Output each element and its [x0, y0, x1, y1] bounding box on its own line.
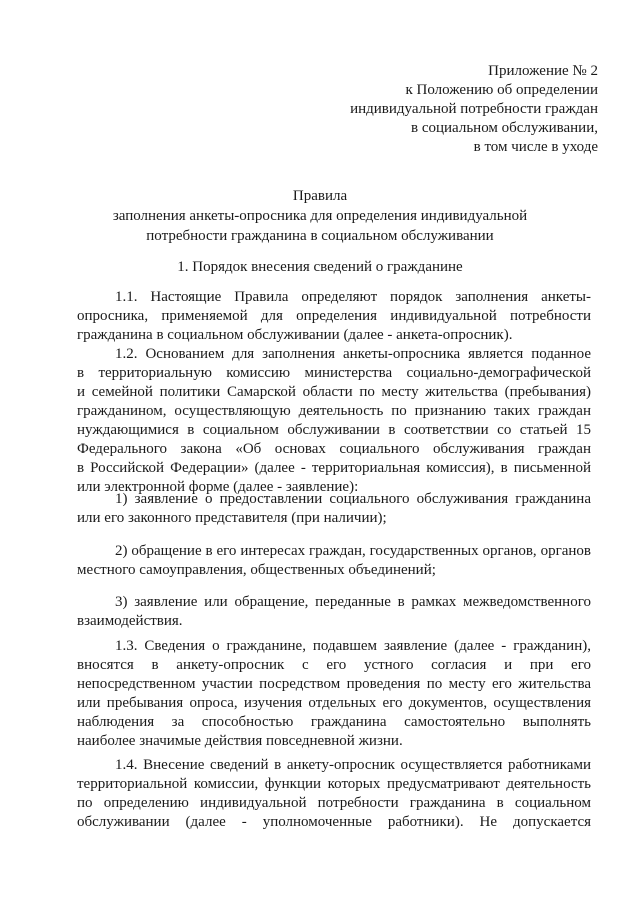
- paragraph-line: в Российской Федерации» (далее - территориальная комиссия), в письменной: [77, 460, 591, 476]
- paragraph-line: 2) обращение в его интересах граждан, государственных органов, органов: [115, 543, 591, 559]
- paragraph-line: взаимодействия.: [77, 613, 183, 629]
- paragraph-line: или электронной форме (далее - заявление):: [77, 479, 359, 495]
- paragraph-line: территориальной комиссии, функции которых предусматривают деятельность: [77, 776, 591, 792]
- paragraph-line: 1.2. Основанием для заполнения анкеты-опросника является поданное: [115, 346, 591, 362]
- paragraph-line: вносятся в анкету-опросник с его устного согласия и при его: [77, 657, 591, 673]
- title-line: потребности гражданина в социальном обслуживании: [146, 228, 494, 244]
- appendix-line: в социальном обслуживании,: [411, 120, 598, 136]
- paragraph-1-4: [77, 756, 591, 832]
- appendix-line: Приложение № 2: [488, 63, 598, 79]
- paragraph-line: опросника, применяемой для определения индивидуальной потребности: [77, 308, 591, 324]
- list-item-1: [77, 490, 591, 528]
- list-item-3: [77, 593, 591, 631]
- title-line: заполнения анкеты-опросника для определения индивидуальной: [112, 208, 528, 224]
- paragraph-line: обслуживании (далее - уполномоченные работники). Не допускается: [77, 814, 591, 830]
- paragraph-line: по определению индивидуальной потребности гражданина в социальном: [77, 795, 591, 811]
- paragraph-1-2: [77, 345, 591, 497]
- paragraph-line: нуждающимися в социальном обслуживании в соответствии со статьей 15: [77, 422, 591, 438]
- appendix-reference: [350, 62, 598, 157]
- paragraph-1-1: [77, 288, 591, 345]
- paragraph-line: гражданина в социальном обслуживании (далее - анкета-опросник).: [77, 327, 513, 343]
- paragraph-line: Федерального закона «Об основах социального обслуживания граждан: [77, 441, 591, 457]
- paragraph-line: в территориальную комиссию министерства социально-демографической: [77, 365, 591, 381]
- list-item-2: [77, 542, 591, 580]
- paragraph-line: 1.3. Сведения о гражданине, подавшем заявление (далее - гражданин),: [115, 638, 591, 654]
- paragraph-line: 1) заявление о предоставлении социального обслуживания гражданина: [115, 491, 591, 507]
- appendix-line: в том числе в уходе: [473, 139, 598, 155]
- paragraph-line: непосредственном участии посредством проведения по месту его жительства: [77, 676, 591, 692]
- paragraph-1-3: [77, 637, 591, 751]
- paragraph-line: наиболее значимые действия повседневной жизни.: [77, 733, 403, 749]
- document-title: [0, 186, 640, 246]
- paragraph-line: или пребывания опроса, изучения отдельных его документов, осуществления: [77, 695, 591, 711]
- appendix-line: к Положению об определении: [405, 82, 598, 98]
- title-line: Правила: [292, 188, 348, 204]
- paragraph-line: гражданином, осуществляющую деятельность по признанию таких граждан: [77, 403, 591, 419]
- paragraph-line: наблюдения за способностью гражданина самостоятельно выполнять: [77, 714, 591, 730]
- appendix-line: индивидуальной потребности граждан: [350, 101, 598, 117]
- paragraph-line: 1.1. Настоящие Правила определяют порядок заполнения анкеты-: [115, 289, 591, 305]
- paragraph-line: или его законного представителя (при наличии);: [77, 510, 387, 526]
- paragraph-line: 3) заявление или обращение, переданные в рамках межведомственного: [115, 594, 591, 610]
- paragraph-line: 1.4. Внесение сведений в анкету-опросник осуществляется работниками: [115, 757, 591, 773]
- section-heading: 1. Порядок внесения сведений о гражданине: [177, 259, 463, 275]
- paragraph-line: и семейной политики Самарской области по месту жительства (пребывания): [77, 384, 591, 400]
- paragraph-line: местного самоуправления, общественных объединений;: [77, 562, 436, 578]
